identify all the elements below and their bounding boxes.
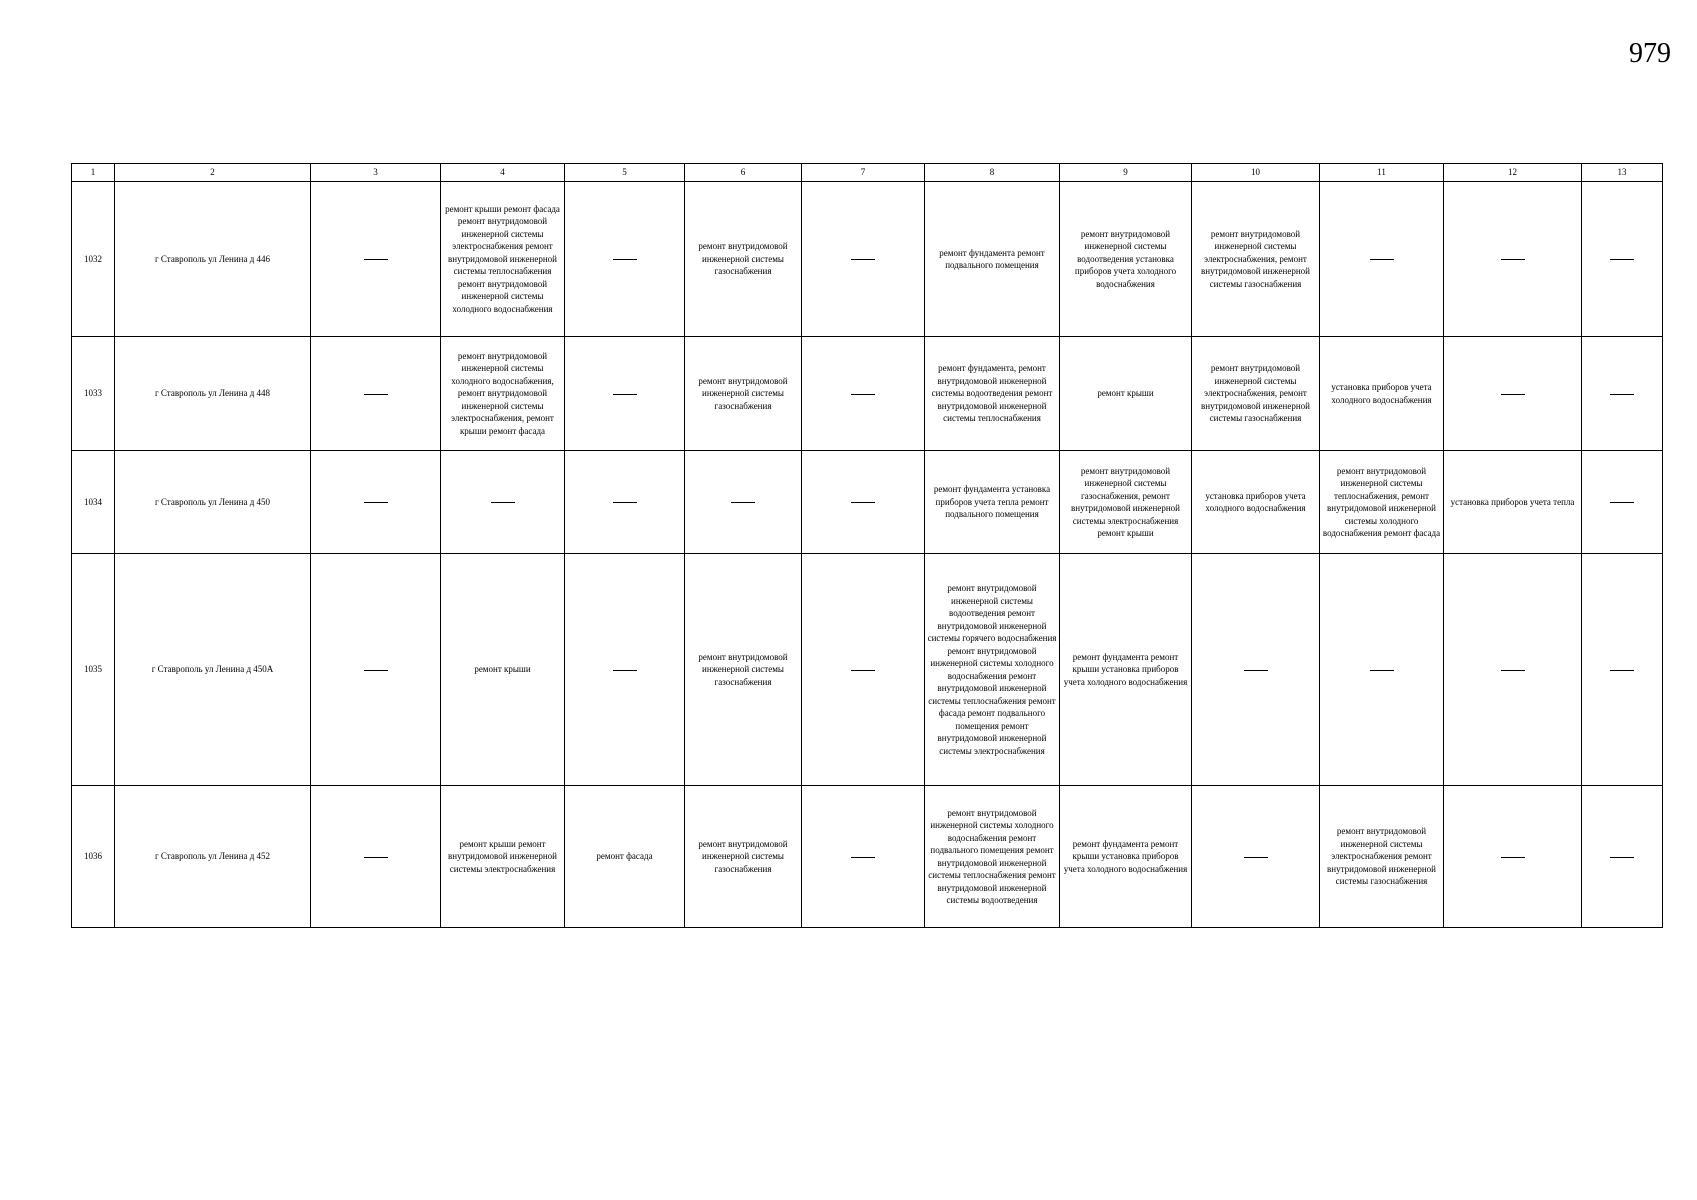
column-header: 8 xyxy=(925,164,1060,182)
column-header: 2 xyxy=(115,164,311,182)
empty-cell xyxy=(565,451,685,554)
table-cell: ремонт фундамента ремонт подвального помещения xyxy=(925,182,1060,337)
column-header: 3 xyxy=(311,164,441,182)
table-row xyxy=(72,451,1663,554)
table-cell: ремонт внутридомовой инженерной системы холодного водоснабжения, ремонт внутридомовой инженерной системы электроснабжения, ремонт крыши ремонт фасада xyxy=(441,337,565,451)
repair-plan-table xyxy=(71,163,1663,928)
table-cell: ремонт внутридомовой инженерной системы теплоснабжения, ремонт внутридомовой инженерной системы холодного водоснабжения ремонт фасада xyxy=(1320,451,1444,554)
empty-cell xyxy=(565,337,685,451)
empty-cell xyxy=(1444,337,1582,451)
dash-mark xyxy=(613,502,637,503)
dash-mark xyxy=(364,259,388,260)
empty-cell xyxy=(1444,554,1582,786)
table-cell: ремонт фундамента, ремонт внутридомовой инженерной системы водоотведения ремонт внутридомовой инженерной системы теплоснабжения xyxy=(925,337,1060,451)
dash-mark xyxy=(1501,670,1525,671)
address-cell: г Ставрополь ул Ленина д 450А xyxy=(115,554,311,786)
row-number: 1036 xyxy=(72,786,115,928)
dash-mark xyxy=(1501,259,1525,260)
column-header: 5 xyxy=(565,164,685,182)
empty-cell xyxy=(565,554,685,786)
table-cell: ремонт фундамента ремонт крыши установка приборов учета холодного водоснабжения xyxy=(1060,554,1192,786)
table-cell: ремонт внутридомовой инженерной системы газоснабжения xyxy=(685,182,802,337)
empty-cell xyxy=(802,451,925,554)
table-cell: ремонт фундамента ремонт крыши установка приборов учета холодного водоснабжения xyxy=(1060,786,1192,928)
address-cell: г Ставрополь ул Ленина д 452 xyxy=(115,786,311,928)
row-number: 1034 xyxy=(72,451,115,554)
table-cell: ремонт внутридомовой инженерной системы газоснабжения xyxy=(685,554,802,786)
dash-mark xyxy=(364,394,388,395)
dash-mark xyxy=(364,502,388,503)
dash-mark xyxy=(1610,394,1634,395)
table-cell: ремонт внутридомовой инженерной системы электроснабжения ремонт внутридомовой инженерной системы газоснабжения xyxy=(1320,786,1444,928)
empty-cell xyxy=(1320,182,1444,337)
empty-cell xyxy=(1582,337,1663,451)
column-header: 13 xyxy=(1582,164,1663,182)
dash-mark xyxy=(613,670,637,671)
dash-mark xyxy=(1610,857,1634,858)
dash-mark xyxy=(731,502,755,503)
empty-cell xyxy=(1582,786,1663,928)
dash-mark xyxy=(851,502,875,503)
empty-cell xyxy=(1320,554,1444,786)
table-cell: ремонт внутридомовой инженерной системы холодного водоснабжения ремонт подвального помещения ремонт внутридомовой инженерной системы теплоснабжения ремонт внутридомовой инженерной системы водоотведения xyxy=(925,786,1060,928)
dash-mark xyxy=(851,670,875,671)
dash-mark xyxy=(491,502,515,503)
table-cell: ремонт крыши xyxy=(441,554,565,786)
empty-cell xyxy=(802,554,925,786)
empty-cell xyxy=(1582,182,1663,337)
table-cell: ремонт крыши ремонт фасада ремонт внутридомовой инженерной системы электроснабжения ремонт внутридомовой инженерной системы теплоснабжения ремонт внутридомовой инженерной системы холодного водоснабжения xyxy=(441,182,565,337)
empty-cell xyxy=(311,337,441,451)
table-cell: ремонт внутридомовой инженерной системы водоотведения установка приборов учета холодного водоснабжения xyxy=(1060,182,1192,337)
table-cell: ремонт внутридомовой инженерной системы водоотведения ремонт внутридомовой инженерной системы горячего водоснабжения ремонт внутридомовой инженерной системы холодного водоснабжения ремонт внутридомовой инженерной системы теплоснабжения ремонт фасада ремонт подвального помещения ремонт внутридомовой инженерной системы электроснабжения xyxy=(925,554,1060,786)
page-number: 979 xyxy=(1629,38,1671,69)
empty-cell xyxy=(311,786,441,928)
empty-cell xyxy=(685,451,802,554)
dash-mark xyxy=(851,394,875,395)
empty-cell xyxy=(441,451,565,554)
empty-cell xyxy=(802,786,925,928)
table-cell: установка приборов учета холодного водоснабжения xyxy=(1192,451,1320,554)
dash-mark xyxy=(613,394,637,395)
row-number: 1032 xyxy=(72,182,115,337)
column-header: 10 xyxy=(1192,164,1320,182)
table-row xyxy=(72,182,1663,337)
address-cell: г Ставрополь ул Ленина д 448 xyxy=(115,337,311,451)
dash-mark xyxy=(1501,394,1525,395)
empty-cell xyxy=(1582,451,1663,554)
dash-mark xyxy=(1501,857,1525,858)
empty-cell xyxy=(1582,554,1663,786)
empty-cell xyxy=(1192,554,1320,786)
column-header: 9 xyxy=(1060,164,1192,182)
dash-mark xyxy=(364,857,388,858)
dash-mark xyxy=(1610,259,1634,260)
empty-cell xyxy=(1444,786,1582,928)
empty-cell xyxy=(1444,182,1582,337)
dash-mark xyxy=(364,670,388,671)
column-number-row xyxy=(72,164,1663,182)
table-cell: ремонт внутридомовой инженерной системы электроснабжения, ремонт внутридомовой инженерной системы газоснабжения xyxy=(1192,337,1320,451)
dash-mark xyxy=(851,857,875,858)
table-cell: ремонт внутридомовой инженерной системы газоснабжения, ремонт внутридомовой инженерной системы электроснабжения ремонт крыши xyxy=(1060,451,1192,554)
dash-mark xyxy=(1370,259,1394,260)
address-cell: г Ставрополь ул Ленина д 450 xyxy=(115,451,311,554)
empty-cell xyxy=(802,182,925,337)
dash-mark xyxy=(613,259,637,260)
table-row xyxy=(72,554,1663,786)
address-cell: г Ставрополь ул Ленина д 446 xyxy=(115,182,311,337)
table-cell: ремонт крыши ремонт внутридомовой инженерной системы электроснабжения xyxy=(441,786,565,928)
table-cell: ремонт фасада xyxy=(565,786,685,928)
empty-cell xyxy=(311,182,441,337)
table-cell: ремонт крыши xyxy=(1060,337,1192,451)
empty-cell xyxy=(802,337,925,451)
row-number: 1033 xyxy=(72,337,115,451)
table-cell: установка приборов учета холодного водоснабжения xyxy=(1320,337,1444,451)
dash-mark xyxy=(1610,670,1634,671)
dash-mark xyxy=(851,259,875,260)
table-cell: ремонт внутридомовой инженерной системы электроснабжения, ремонт внутридомовой инженерной системы газоснабжения xyxy=(1192,182,1320,337)
dash-mark xyxy=(1370,670,1394,671)
dash-mark xyxy=(1610,502,1634,503)
dash-mark xyxy=(1244,670,1268,671)
column-header: 12 xyxy=(1444,164,1582,182)
dash-mark xyxy=(1244,857,1268,858)
column-header: 11 xyxy=(1320,164,1444,182)
empty-cell xyxy=(1192,786,1320,928)
table-cell: установка приборов учета тепла xyxy=(1444,451,1582,554)
column-header: 6 xyxy=(685,164,802,182)
table-row xyxy=(72,337,1663,451)
column-header: 7 xyxy=(802,164,925,182)
column-header: 4 xyxy=(441,164,565,182)
table-cell: ремонт внутридомовой инженерной системы газоснабжения xyxy=(685,786,802,928)
empty-cell xyxy=(311,554,441,786)
table-cell: ремонт фундамента установка приборов учета тепла ремонт подвального помещения xyxy=(925,451,1060,554)
empty-cell xyxy=(565,182,685,337)
table-cell: ремонт внутридомовой инженерной системы газоснабжения xyxy=(685,337,802,451)
row-number: 1035 xyxy=(72,554,115,786)
table-row xyxy=(72,786,1663,928)
column-header: 1 xyxy=(72,164,115,182)
empty-cell xyxy=(311,451,441,554)
